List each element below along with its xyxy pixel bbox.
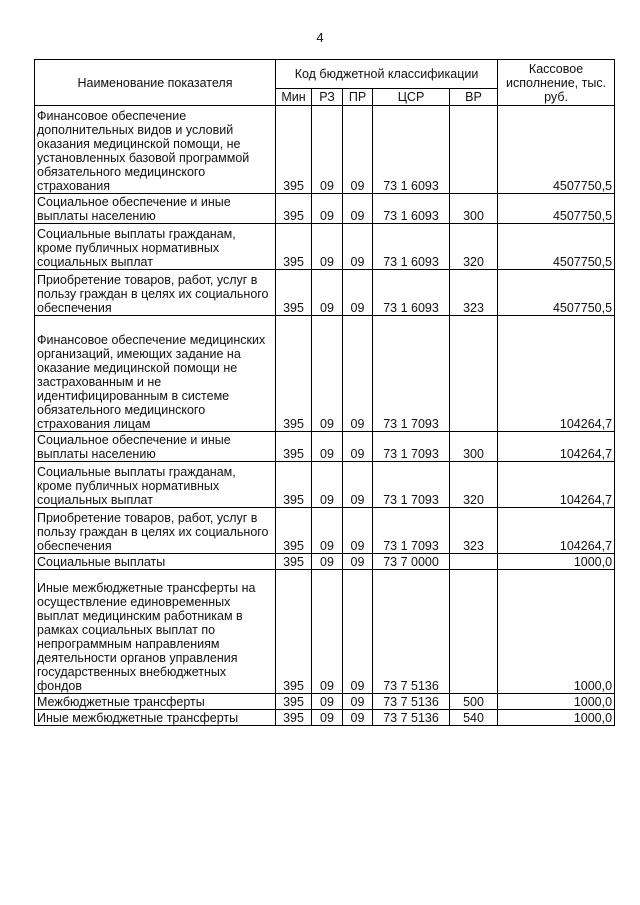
row-csr: 73 7 5136 [373,694,450,710]
row-csr: 73 7 5136 [373,570,450,694]
row-pr: 09 [343,694,373,710]
row-rz: 09 [312,194,343,224]
table-row [35,554,615,570]
row-min: 395 [276,194,312,224]
row-rz: 09 [312,270,343,316]
table-row [35,270,615,316]
header-code-group: Код бюджетной классификации [276,60,498,89]
row-rz: 09 [312,462,343,508]
row-pr: 09 [343,194,373,224]
row-name: Приобретение товаров, работ, услуг в пользу граждан в целях их социального обеспечения [35,508,276,554]
row-rz: 09 [312,224,343,270]
row-csr: 73 1 7093 [373,432,450,462]
header-csr: ЦСР [373,89,450,106]
row-csr: 73 1 7093 [373,508,450,554]
table-row [35,710,615,726]
table-body [35,106,615,726]
page-number: 4 [316,30,324,45]
row-name: Приобретение товаров, работ, услуг в пользу граждан в целях их социального обеспечения [35,270,276,316]
row-csr: 73 1 6093 [373,270,450,316]
table-row [35,462,615,508]
row-min: 395 [276,570,312,694]
row-vr: 500 [450,694,498,710]
row-amount: 104264,7 [498,432,615,462]
table-row [35,570,615,694]
header-pr: ПР [343,89,373,106]
header-rz: РЗ [312,89,343,106]
row-pr: 09 [343,462,373,508]
row-name: Социальное обеспечение и иные выплаты населению [35,432,276,462]
row-vr [450,106,498,194]
row-name: Иные межбюджетные трансферты на осуществление единовременных выплат медицинским работникам в рамках социальных выплат по непрограммным направлениям деятельности органов управления государственных внебюджетных фондов [35,570,276,694]
table-row [35,194,615,224]
row-min: 395 [276,710,312,726]
row-rz: 09 [312,432,343,462]
row-rz: 09 [312,106,343,194]
row-min: 395 [276,462,312,508]
row-amount: 1000,0 [498,710,615,726]
row-pr: 09 [343,570,373,694]
row-csr: 73 7 5136 [373,710,450,726]
row-rz: 09 [312,570,343,694]
row-vr: 300 [450,194,498,224]
row-rz: 09 [312,694,343,710]
row-vr [450,316,498,432]
row-min: 395 [276,224,312,270]
table-row [35,694,615,710]
header-amount: Кассовое исполнение, тыс. руб. [498,60,615,106]
row-name: Иные межбюджетные трансферты [35,710,276,726]
row-name: Социальные выплаты гражданам, кроме публичных нормативных социальных выплат [35,462,276,508]
row-pr: 09 [343,508,373,554]
row-csr: 73 1 7093 [373,462,450,508]
row-amount: 1000,0 [498,570,615,694]
row-vr [450,554,498,570]
row-min: 395 [276,508,312,554]
table-row [35,432,615,462]
row-amount: 4507750,5 [498,270,615,316]
row-amount: 1000,0 [498,554,615,570]
row-amount: 104264,7 [498,508,615,554]
row-name: Финансовое обеспечение дополнительных видов и условий оказания медицинской помощи, не установленных базовой программой обязательного медицинского страхования [35,106,276,194]
row-pr: 09 [343,106,373,194]
row-name: Финансовое обеспечение медицинских организаций, имеющих задание на оказание медицинской помощи не застрахованным и не идентифицированным в системе обязательного медицинского страхования лицам [35,316,276,432]
row-vr [450,570,498,694]
row-min: 395 [276,432,312,462]
row-amount: 4507750,5 [498,224,615,270]
row-csr: 73 1 6093 [373,224,450,270]
row-vr: 323 [450,508,498,554]
row-pr: 09 [343,224,373,270]
header-vr: ВР [450,89,498,106]
row-csr: 73 1 6093 [373,194,450,224]
row-amount: 104264,7 [498,462,615,508]
row-vr: 320 [450,224,498,270]
budget-table [34,59,615,726]
row-min: 395 [276,316,312,432]
row-min: 395 [276,270,312,316]
row-name: Межбюджетные трансферты [35,694,276,710]
row-min: 395 [276,106,312,194]
row-vr: 320 [450,462,498,508]
row-vr: 300 [450,432,498,462]
row-name: Социальные выплаты [35,554,276,570]
table-row [35,508,615,554]
row-rz: 09 [312,554,343,570]
table-row [35,224,615,270]
row-pr: 09 [343,432,373,462]
row-vr: 540 [450,710,498,726]
row-pr: 09 [343,554,373,570]
header-min: Мин [276,89,312,106]
row-csr: 73 7 0000 [373,554,450,570]
row-amount: 1000,0 [498,694,615,710]
row-name: Социальные выплаты гражданам, кроме публичных нормативных социальных выплат [35,224,276,270]
row-amount: 104264,7 [498,316,615,432]
table-row [35,316,615,432]
row-min: 395 [276,554,312,570]
row-pr: 09 [343,270,373,316]
row-amount: 4507750,5 [498,194,615,224]
row-min: 395 [276,694,312,710]
row-rz: 09 [312,316,343,432]
row-pr: 09 [343,316,373,432]
row-vr: 323 [450,270,498,316]
row-csr: 73 1 6093 [373,106,450,194]
row-rz: 09 [312,508,343,554]
header-name: Наименование показателя [35,60,276,106]
row-pr: 09 [343,710,373,726]
row-name: Социальное обеспечение и иные выплаты населению [35,194,276,224]
row-amount: 4507750,5 [498,106,615,194]
row-csr: 73 1 7093 [373,316,450,432]
row-rz: 09 [312,710,343,726]
header-row-top [35,60,615,89]
table-row [35,106,615,194]
